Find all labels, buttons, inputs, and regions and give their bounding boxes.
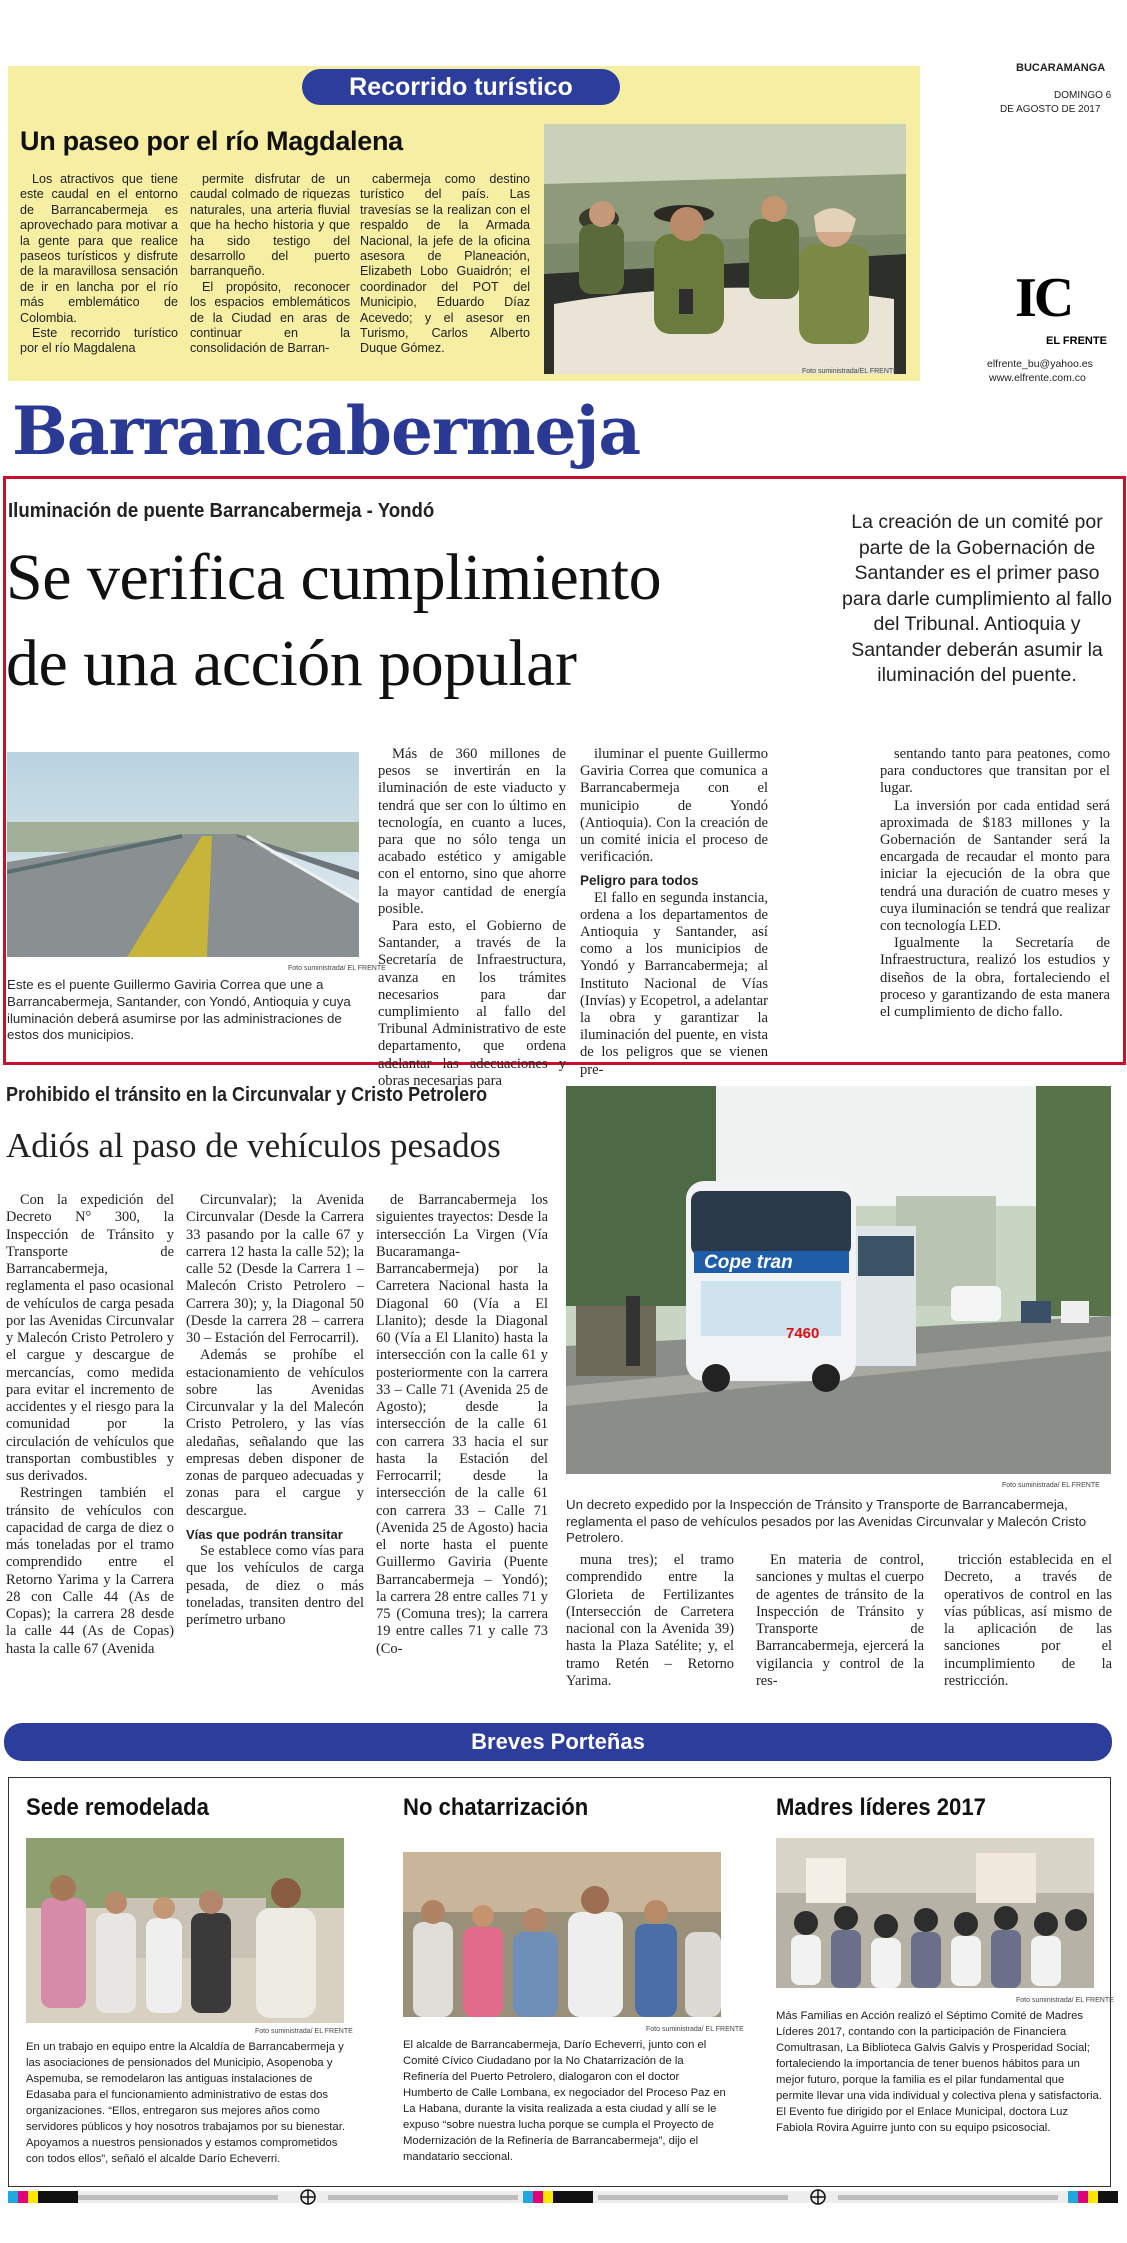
header-city: BUCARAMANGA: [1016, 62, 1106, 74]
breve-3-title: Madres líderes 2017: [776, 1794, 986, 1821]
tour-title: Un paseo por el río Magdalena: [20, 126, 403, 156]
feature-col3: [880, 746, 1110, 1021]
breve-1-title: Sede remodelada: [26, 1794, 209, 1821]
header-email[interactable]: elfrente_bu@yahoo.es: [987, 358, 1093, 370]
traffic-col2: [186, 1192, 364, 1629]
traffic-col3: [376, 1192, 548, 1658]
paragraph: Para esto, el Gobierno de Santander, a través de la Secretaría de Infraestructura, avanza en los trámites necesarios para dar cumplimiento al fallo del Tribunal Administrativo de este departamento, que ordena adelantar las adecuaciones y obras necesarias para: [378, 918, 566, 1089]
paragraph: Los atractivos que tiene este caudal en el entorno de Barrancabermeja es aprovechado para motivar a la gente para que realice paseos turísticos y disfrute de la maravillosa sensación de ir en lancha por el río más emblemático de Colombia.: [20, 172, 178, 325]
logo-subtitle: EL FRENTE: [1046, 335, 1107, 347]
breve-2-title: No chatarrización: [403, 1794, 589, 1821]
tour-col3: [360, 172, 530, 357]
feature-col2-part2: [580, 890, 768, 1079]
paragraph: iluminar el puente Guillermo Gaviria Correa que comunica a Barrancabermeja con el municipio de Yondó (Antioquia). Con la creación de un comité inicia el proceso de verificación.: [580, 746, 768, 866]
bus-caption: Un decreto expedido por la Inspección de Tránsito y Transporte de Barrancabermeja, reglamenta el paso de vehículos pesados por las Avenidas Circunvalar y Malecón Cristo Petrolero.: [566, 1497, 1087, 1546]
paragraph: Con la expedición del Decreto N° 300, la Inspección de Tránsito y Transporte de Barrancabermeja, reglamenta el paso ocasional de vehículos de carga pesada por las Avenidas Circunvalar y Malecón Cristo Petrolero y el cargue y descargue de mercancías, como medida para evitar el incremento de accidentes y el riesgo para la comunidad por la circulación de vehículos que transportan combustibles y sus derivados.: [6, 1192, 174, 1484]
ic-logo: IC: [1015, 267, 1072, 329]
breves-badge: Breves Porteñas: [4, 1723, 1112, 1761]
feature-kicker: Iluminación de puente Barrancabermeja - Yondó: [8, 500, 435, 522]
bridge-photo-credit: Foto suministrada/ EL FRENTE: [288, 965, 386, 972]
paragraph: muna tres); el tramo comprendido entre la Glorieta de Fertilizantes (Intersección de Carretera nacional con la Avenida 39) hasta la Plaza Satélite; y, el tramo Retén – Retorno Yarima.: [566, 1552, 734, 1689]
paragraph: sentando tanto para peatones, como para conductores que transitan por el lugar.: [880, 746, 1110, 797]
breve-2-credit: Foto suministrada/ EL FRENTE: [646, 2026, 744, 2033]
breve-1-credit: Foto suministrada/ EL FRENTE: [255, 2028, 353, 2035]
breve-1-text: En un trabajo en equipo entre la Alcaldía de Barrancabermeja y las asociaciones de pensionados del Municipio, Asopenoba y Aspemuba, se remodelaron las antiguas instalaciones de Edasaba para el funcionamiento administrativo de estas dos organizaciones. “Ellos, entregaron sus mejores años como servidores públicos y hoy nosotros trabajamos por su bienestar. Apoyamos a nuestros pensionados y estamos comprometidos con todos ellos”, señaló el alcalde Darío Echeverri.: [26, 2041, 345, 2165]
traffic-col1: [6, 1192, 174, 1658]
traffic-col2-subhead: Vías que podrán transitar: [186, 1526, 343, 1542]
paragraph: En materia de control, sanciones y multas el cuerpo de agentes de tránsito de la Inspección de Tránsito y Transporte de Barrancabermeja, ejercerá la vigilancia y control de la res-: [756, 1552, 924, 1689]
tour-badge: Recorrido turístico: [302, 69, 620, 105]
bridge-caption: Este es el puente Guillermo Gaviria Correa que une a Barrancabermeja, Santander, con Yondó, Antioquia y cuya iluminación deberá asumirse por las administraciones de estos dos municipios.: [7, 977, 351, 1043]
paragraph: cabermeja como destino turístico del país. Las travesías se la realizan con el respaldo de la Armada Nacional, la jefe de la oficina asesora de Planeación, Elizabeth Lobo Guaidrón; el coordinador del POT del Municipio, Eduardo Díaz Acevedo; y el asesor en Turismo, Carlos Alberto Duque Gómez.: [360, 172, 530, 356]
breve-2-text: El alcalde de Barrancabermeja, Darío Echeverri, junto con el Comité Cívico Ciudadano por la No Chatarrización de la Refinería del Puerto Petrolero, dialogaron con el doctor Humberto de Calle Lombana, ex negociador del Proceso Paz en La Habana, durante la visita realizada a esta ciudad y allí se le expuso “sobre nuestra lucha porque se cumpla el Proyecto de Modernización de la Refinería de Barrancabermeja”, dijo el mandatario seccional.: [403, 2039, 726, 2163]
feature-deck: La creación de un comité por parte de la Gobernación de Santander es el primer paso para darle cumplimiento al fallo del Tribunal. Antioquia y Santander deberán asumir la iluminación del puente.: [842, 511, 1112, 686]
header-date-line1: DOMINGO 6: [1054, 90, 1112, 101]
feature-col2-subhead: Peligro para todos: [580, 873, 699, 889]
paragraph: Igualmente la Secretaría de Infraestructura, realizó los estudios y diseños de la obra, fortaleciendo el proceso y garantizando de esta manera el cumplimiento de dicho fallo.: [880, 935, 1110, 1021]
breve-3-text: Más Familias en Acción realizó el Séptimo Comité de Madres Líderes 2017, contando con la participación de Financiera Comultrasan, La Biblioteca Galvis Galvis y Prosperidad Social; fortaleciendo la importancia de tener buenos hábitos para un mejor futuro, porque la familia es el pilar fundamental que permite llevar una vida individual y colectiva plena y satisfactoria. El Evento fue dirigido por el Enlace Municipal, doctora Luz Fabiola Rovira Aguirre junto con su equipo psicosocial.: [776, 2010, 1102, 2134]
breve-1-photo: [26, 1838, 344, 2023]
paragraph: Se establece como vías para que los vehículos de carga pesada, de diez o más toneladas, transiten dentro del perímetro urbano: [186, 1543, 364, 1628]
paragraph: de Barrancabermeja los siguientes trayectos: Desde la intersección La Virgen (Vía Bucaramanga-Barrancabermeja) por la Carretera Nacional hasta la Diagonal 60 (Vía a El Llanito); desde la Diagonal 60 (Vía a El Llanito) hasta la intersección con la calle 61 y posteriormente con la carrera 33 – Calle 71 (Avenida 25 de Agosto); desde la intersección de la calle 61 con carrera 33 hacia el sur hasta la Estación del Ferrocarril; desde la intersección de la calle 61 con carrera 33 – Calle 71 (Avenida 25 de Agosto) hacia el norte hasta el puente Guillermo Gaviria (Puente Barrancabermeja – Yondó); la carrera 28 entre calles 71 y 75 (Comuna tres); la carrera 19 entre calles 71 y calle 73 (Co-: [376, 1192, 548, 1657]
traffic-col2-part2: [186, 1543, 364, 1629]
bridge-photo: [7, 752, 359, 957]
traffic-col6: [944, 1552, 1112, 1690]
bus-photo: [566, 1086, 1111, 1474]
paragraph: Este recorrido turístico por el río Magdalena: [20, 326, 178, 356]
breve-2-photo: [403, 1852, 721, 2017]
traffic-headline: Adiós al paso de vehículos pesados: [6, 1126, 501, 1165]
traffic-col5: [756, 1552, 924, 1690]
feature-headline-line2: de una acción popular: [6, 627, 577, 700]
header-date-line2: DE AGOSTO DE 2017: [1000, 104, 1101, 115]
traffic-col2-part1: [186, 1192, 364, 1520]
bus-number: 7460: [786, 1325, 820, 1342]
header-website[interactable]: www.elfrente.com.co: [989, 372, 1086, 384]
traffic-kicker: Prohibido el tránsito en la Circunvalar y Cristo Petrolero: [6, 1084, 488, 1106]
paragraph: Además se prohíbe el estacionamiento de vehículos sobre las Avenidas Circunvalar y la del Malecón Cristo Petrolero, y las vías aledañas, señalando que las empresas deben disponer de zonas de parqueo adecuadas y zonas para el cargue y descargue.: [186, 1347, 364, 1519]
tour-col2: [190, 172, 350, 357]
traffic-col4: [566, 1552, 734, 1690]
paragraph: Más de 360 millones de pesos se invertirán en la iluminación de este viaducto y tendrá que ser con lo último en tecnología, en cuanto a luces, para que no sólo tenga un acabado estético y amigable con el entorno, sino que ahorre la mayor cantidad de energía posible.: [378, 746, 566, 917]
paragraph: La inversión por cada entidad será aproximada de $183 millones y la Gobernación de Santander será la encargada de recaudar el monto para iniciar la ejecución de la obra que tendrá una duración de cuatro meses y cuya iluminación se tendrá que realizar con tecnología LED.: [880, 797, 1110, 935]
paragraph: El fallo en segunda instancia, ordena a los departamentos de Antioquia y Santander, así como a los municipios de Yondó y Barrancabermeja; al Instituto Nacional de Vías (Invías) y Ecopetrol, a adelantar la obra y garantizar la iluminación del puente, en vista de los peligros que se vienen pre-: [580, 889, 768, 1078]
tour-col1: [20, 172, 178, 357]
paragraph: tricción establecida en el Decreto, a través de operativos de control en las vías públicas, así mismo de la aplicación de las sanciones por el incumplimiento de la restricción.: [944, 1552, 1112, 1689]
breve-3-photo: [776, 1838, 1094, 1988]
bus-photo-credit: Foto suministrada/ EL FRENTE: [1002, 1482, 1100, 1489]
feature-headline-line1: Se verifica cumplimiento: [6, 541, 662, 614]
river-boat-photo: [544, 124, 906, 374]
paragraph: Circunvalar); la Avenida Circunvalar (Desde la Carrera 33 pasando por la calle 67 y carrera 12 hasta la calle 52); la calle 52 (Desde la Carrera 1 – Malecón Cristo Petrolero – Carrera 30); y, la Diagonal 50 (Desde la carrera 28 – carrera 30 – Estación del Ferrocarril).: [186, 1192, 364, 1346]
bus-brand-text: Cope tran: [704, 1252, 793, 1273]
paragraph: El propósito, reconocer los espacios emblemáticos de la Ciudad en aras de continuar en la consolidación de Barran-: [190, 279, 350, 356]
paragraph: permite disfrutar de un caudal colmado de riquezas naturales, una arteria fluvial que ha hecho historia y que ha sido testigo del desarrollo del puerto barranqueño.: [190, 172, 350, 279]
tour-photo-credit: Foto suministrada/EL FRENTE: [802, 368, 898, 375]
print-color-bar: [8, 2188, 1118, 2206]
feature-col2-part1: [580, 746, 768, 866]
breve-3-credit: Foto suministrada/ EL FRENTE: [1016, 1997, 1114, 2004]
feature-col1: [378, 746, 566, 1090]
paragraph: Restringen también el tránsito de vehículos con capacidad de carga de diez o más toneladas por el tramo comprendido entre el Retorno Yarima y la Carrera 28 con Calle 44 (As de Copas); la carrera 28 desde la calle 44 (As de Copas) hasta la calle 67 (Avenida: [6, 1485, 174, 1657]
section-title: Barrancabermeja: [12, 392, 641, 470]
feature-col2: [580, 746, 768, 1079]
